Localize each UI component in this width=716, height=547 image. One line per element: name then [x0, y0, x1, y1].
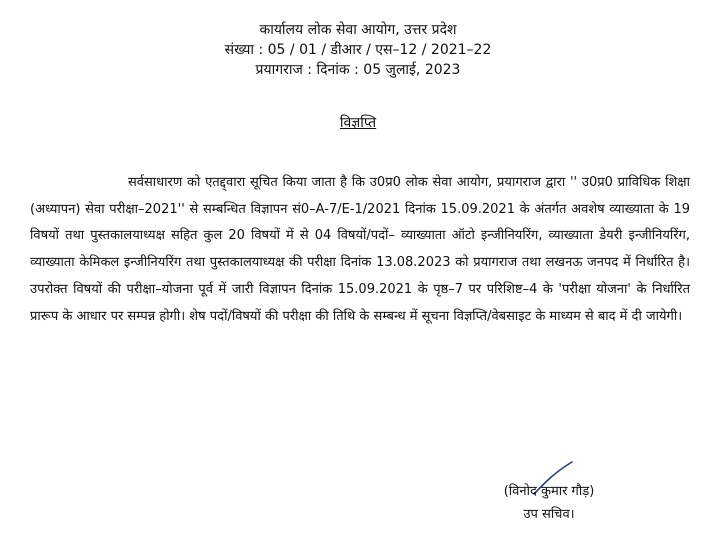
- notice-title-wrapper: [0, 112, 716, 132]
- notice-title: विज्ञप्ति: [339, 115, 377, 131]
- office-name: कार्यालय लोक सेवा आयोग, उत्तर प्रदेश: [259, 22, 457, 38]
- notice-body: सर्वसाधारण को एतद्द्वारा सूचित किया जाता है कि उ0प्र0 लोक सेवा आयोग, प्रयागराज द्वारा '' उ0प्र0 प्राविधिक शिक्षा (अध्यापन) सेवा परीक्षा–2021'' से सम्बन्धित विज्ञापन सं0–A-7/E-1/2021 दिनांक 15.09.2021 के अंतर्गत अवशेष व्याख्याता के 19 विषयों तथा पुस्तकालयाध्यक्ष सहित कुल 20 विषयों में से 04 विषयों/पदों– व्याख्याता ऑटो इन्जीनियरिंग, व्याख्याता डेयरी इन्जीनियरिंग, व्याख्याता केमिकल इन्जीनियरिंग तथा पुस्तकालयाध्यक्ष की परीक्षा दिनांक 13.08.2023 को प्रयागराज तथा लखनऊ जनपद में निर्धारित है। उपरोक्त विषयों की परीक्षा–योजना पूर्व में जारी विज्ञापन दिनांक 15.09.2021 के पृष्ठ–7 पर परिशिष्ट–4 के 'परीक्षा योजना' के निर्धारित प्रारूप के आधार पर सम्पन्न होगी। शेष पदों/विषयों की परीक्षा की तिथि के सम्बन्ध में सूचना विज्ञप्ति/वेबसाइट के माध्यम से बाद में दी जायेगी।: [30, 175, 690, 324]
- place-and-date: प्रयागराज : दिनांक : 05 जुलाई, 2023: [255, 62, 461, 78]
- letterhead: [0, 20, 716, 80]
- signatory-name: (विनोद कुमार गौड़): [503, 484, 595, 499]
- signatory-designation: उप सचिव।: [523, 507, 575, 522]
- reference-number: संख्या : 05 / 01 / डीआर / एस–12 / 2021–22: [224, 42, 492, 58]
